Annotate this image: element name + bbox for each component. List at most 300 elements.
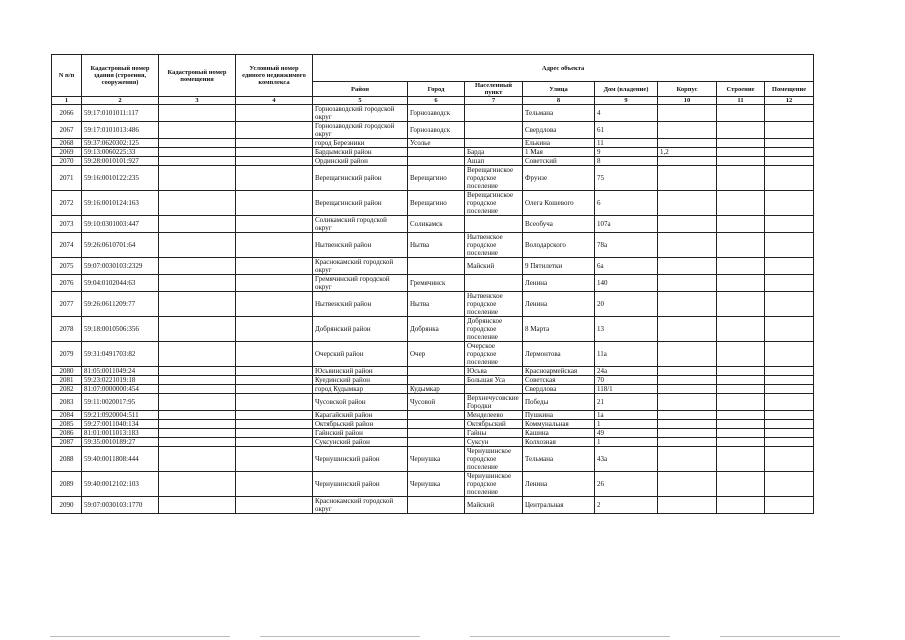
korpus-cell [658, 472, 717, 497]
locality-cell: Верхнечусовские Городки [465, 394, 523, 411]
stroenie-cell [717, 342, 765, 367]
district-cell: Карагайский район [313, 411, 408, 420]
room-cell [765, 292, 814, 317]
district-cell: Чусовской район [313, 394, 408, 411]
cad-room-cell [159, 139, 236, 148]
room-cell [765, 166, 814, 191]
street-cell: Центральная [523, 497, 595, 514]
cond-num-cell [236, 447, 313, 472]
room-cell [765, 394, 814, 411]
scan-edge-line [720, 636, 840, 637]
locality-cell [465, 139, 523, 148]
header-city: Город [408, 82, 465, 97]
city-cell: Гремячинск [408, 275, 465, 292]
cad-building-cell: 59:26:0610701:64 [82, 233, 159, 258]
street-cell: Олега Кошевого [523, 191, 595, 216]
cond-num-cell [236, 420, 313, 429]
house-cell: 2 [595, 497, 658, 514]
cad-room-cell [159, 367, 236, 376]
row-number: 2085 [52, 420, 82, 429]
district-cell: Ординский район [313, 157, 408, 166]
header-room: Помещение [765, 82, 814, 97]
stroenie-cell [717, 139, 765, 148]
row-number: 2084 [52, 411, 82, 420]
house-cell: 70 [595, 376, 658, 385]
cad-room-cell [159, 385, 236, 394]
house-cell: 78а [595, 233, 658, 258]
stroenie-cell [717, 497, 765, 514]
locality-cell [465, 122, 523, 139]
cad-room-cell [159, 105, 236, 122]
table-row [52, 139, 814, 148]
row-number: 2071 [52, 166, 82, 191]
cad-room-cell [159, 394, 236, 411]
cad-building-cell: 59:37:0620302:125 [82, 139, 159, 148]
row-number: 2069 [52, 148, 82, 157]
cad-building-cell: 59:28:0010101:927 [82, 157, 159, 166]
row-number: 2068 [52, 139, 82, 148]
cad-room-cell [159, 438, 236, 447]
cad-building-cell: 59:04:0102044:63 [82, 275, 159, 292]
room-cell [765, 122, 814, 139]
row-number: 2083 [52, 394, 82, 411]
district-cell: Краснокамский городской округ [313, 497, 408, 514]
row-number: 2086 [52, 429, 82, 438]
cad-building-cell: 81:05:0011049:24 [82, 367, 159, 376]
locality-cell: Майский [465, 497, 523, 514]
city-cell: Нытва [408, 292, 465, 317]
cond-num-cell [236, 105, 313, 122]
cond-num-cell [236, 258, 313, 275]
header-korpus: Корпус [658, 82, 717, 97]
locality-cell: Большая Уса [465, 376, 523, 385]
cad-room-cell [159, 233, 236, 258]
row-number: 2074 [52, 233, 82, 258]
cad-room-cell [159, 157, 236, 166]
locality-cell: Нытвенское городское поселение [465, 233, 523, 258]
korpus-cell [658, 216, 717, 233]
locality-cell: Очерское городское поселение [465, 342, 523, 367]
room-cell [765, 105, 814, 122]
house-cell: 11 [595, 139, 658, 148]
page-bottom-edge [0, 630, 905, 640]
house-cell: 1а [595, 411, 658, 420]
stroenie-cell [717, 376, 765, 385]
cad-building-cell: 59:16:0010122:235 [82, 166, 159, 191]
table-row [52, 105, 814, 122]
korpus-cell [658, 317, 717, 342]
table-row [52, 191, 814, 216]
street-cell: Свердлова [523, 122, 595, 139]
cad-room-cell [159, 342, 236, 367]
street-cell: Кашина [523, 429, 595, 438]
locality-cell: Верещагинское городское поселение [465, 166, 523, 191]
stroenie-cell [717, 385, 765, 394]
street-cell: Ленина [523, 275, 595, 292]
house-cell: 49 [595, 429, 658, 438]
house-cell: 1 [595, 420, 658, 429]
table-row [52, 447, 814, 472]
stroenie-cell [717, 258, 765, 275]
street-cell: Советский [523, 157, 595, 166]
district-cell: Нытвенский район [313, 292, 408, 317]
stroenie-cell [717, 317, 765, 342]
cond-num-cell [236, 317, 313, 342]
korpus-cell [658, 411, 717, 420]
korpus-cell: 1,2 [658, 148, 717, 157]
col-number: 3 [159, 97, 236, 105]
table-row [52, 497, 814, 514]
locality-cell: Менделеево [465, 411, 523, 420]
stroenie-cell [717, 420, 765, 429]
row-number: 2070 [52, 157, 82, 166]
korpus-cell [658, 438, 717, 447]
table-row [52, 411, 814, 420]
register-table [51, 54, 814, 514]
row-number: 2090 [52, 497, 82, 514]
cad-room-cell [159, 275, 236, 292]
col-number: 9 [595, 97, 658, 105]
street-cell: Всеобуча [523, 216, 595, 233]
cond-num-cell [236, 429, 313, 438]
city-cell: Верещагино [408, 191, 465, 216]
city-cell: Очер [408, 342, 465, 367]
col-number: 11 [717, 97, 765, 105]
locality-cell: Юсьва [465, 367, 523, 376]
city-cell: Соликамск [408, 216, 465, 233]
cad-room-cell [159, 497, 236, 514]
table-row [52, 342, 814, 367]
house-cell: 8 [595, 157, 658, 166]
cond-num-cell [236, 157, 313, 166]
house-cell: 13 [595, 317, 658, 342]
street-cell: Тельмана [523, 447, 595, 472]
street-cell: 1 Мая [523, 148, 595, 157]
korpus-cell [658, 122, 717, 139]
district-cell: Нытвенский район [313, 233, 408, 258]
city-cell [408, 258, 465, 275]
city-cell [408, 376, 465, 385]
city-cell [408, 497, 465, 514]
stroenie-cell [717, 394, 765, 411]
house-cell: 118/1 [595, 385, 658, 394]
locality-cell: Ашап [465, 157, 523, 166]
korpus-cell [658, 258, 717, 275]
cad-building-cell: 59:07:0030103:2329 [82, 258, 159, 275]
room-cell [765, 367, 814, 376]
korpus-cell [658, 429, 717, 438]
korpus-cell [658, 376, 717, 385]
row-number: 2073 [52, 216, 82, 233]
korpus-cell [658, 139, 717, 148]
table-row [52, 258, 814, 275]
row-number: 2087 [52, 438, 82, 447]
header-cad-room: Кадастровый номер помещения [159, 55, 236, 97]
row-number: 2088 [52, 447, 82, 472]
cad-building-cell: 59:40:0012102:103 [82, 472, 159, 497]
district-cell: Горнозаводский городской округ [313, 105, 408, 122]
header-address: Адрес объекта [313, 55, 814, 82]
city-cell: Нытва [408, 233, 465, 258]
house-cell: 6 [595, 191, 658, 216]
stroenie-cell [717, 429, 765, 438]
room-cell [765, 385, 814, 394]
street-cell: Победы [523, 394, 595, 411]
house-cell: 140 [595, 275, 658, 292]
locality-cell: Гайны [465, 429, 523, 438]
city-cell: Горнозаводск [408, 122, 465, 139]
table-row [52, 233, 814, 258]
room-cell [765, 342, 814, 367]
house-cell: 11а [595, 342, 658, 367]
district-cell: Гайнский район [313, 429, 408, 438]
street-cell: Ленина [523, 292, 595, 317]
row-number: 2066 [52, 105, 82, 122]
row-number: 2072 [52, 191, 82, 216]
stroenie-cell [717, 216, 765, 233]
district-cell: город Кудымкар [313, 385, 408, 394]
stroenie-cell [717, 275, 765, 292]
cad-room-cell [159, 292, 236, 317]
stroenie-cell [717, 166, 765, 191]
street-cell: Коммунальная [523, 420, 595, 429]
room-cell [765, 411, 814, 420]
cad-building-cell: 59:35:0010189:27 [82, 438, 159, 447]
korpus-cell [658, 191, 717, 216]
stroenie-cell [717, 447, 765, 472]
scan-edge-line [260, 636, 420, 637]
house-cell: 24а [595, 367, 658, 376]
locality-cell [465, 216, 523, 233]
district-cell: Суксунский район [313, 438, 408, 447]
header-house: Дом (владение) [595, 82, 658, 97]
cad-room-cell [159, 411, 236, 420]
city-cell: Добрянка [408, 317, 465, 342]
table-row [52, 420, 814, 429]
cond-num-cell [236, 342, 313, 367]
korpus-cell [658, 292, 717, 317]
korpus-cell [658, 166, 717, 191]
room-cell [765, 148, 814, 157]
table-row [52, 292, 814, 317]
cad-building-cell: 59:17:0101011:117 [82, 105, 159, 122]
header-district: Район [313, 82, 408, 97]
cond-num-cell [236, 122, 313, 139]
house-cell: 9 [595, 148, 658, 157]
header-cond-num: Условный номер единого недвижимого комплекса [236, 55, 313, 97]
cad-building-cell: 59:18:0010506:356 [82, 317, 159, 342]
table-row [52, 394, 814, 411]
cond-num-cell [236, 472, 313, 497]
cond-num-cell [236, 497, 313, 514]
cond-num-cell [236, 438, 313, 447]
header-locality: Населенный пункт [465, 82, 523, 97]
table-row [52, 216, 814, 233]
city-cell [408, 420, 465, 429]
header-stroenie: Строение [717, 82, 765, 97]
header-cad-building: Кадастровый номер здания (строения, сооружения) [82, 55, 159, 97]
house-cell: 43а [595, 447, 658, 472]
street-cell: 9 Пятилетки [523, 258, 595, 275]
column-number-row [52, 97, 814, 105]
col-number: 6 [408, 97, 465, 105]
row-number: 2067 [52, 122, 82, 139]
cad-building-cell: 59:16:0010124:163 [82, 191, 159, 216]
room-cell [765, 376, 814, 385]
room-cell [765, 216, 814, 233]
cad-building-cell: 81:07:0000000:454 [82, 385, 159, 394]
stroenie-cell [717, 157, 765, 166]
city-cell: Усолье [408, 139, 465, 148]
cad-building-cell: 59:31:0491703:82 [82, 342, 159, 367]
district-cell: Гремячинский городской округ [313, 275, 408, 292]
room-cell [765, 275, 814, 292]
col-number: 2 [82, 97, 159, 105]
room-cell [765, 472, 814, 497]
city-cell: Чусовой [408, 394, 465, 411]
locality-cell: Добрянское городское поселение [465, 317, 523, 342]
scan-edge-line [470, 636, 670, 637]
street-cell: Тельмана [523, 105, 595, 122]
cad-building-cell: 59:10:0301003:447 [82, 216, 159, 233]
street-cell: Красноармейская [523, 367, 595, 376]
street-cell: Свердлова [523, 385, 595, 394]
table-row [52, 376, 814, 385]
cad-building-cell: 59:21:0920004:511 [82, 411, 159, 420]
street-cell: 8 Марта [523, 317, 595, 342]
locality-cell: Майский [465, 258, 523, 275]
cad-room-cell [159, 472, 236, 497]
header-street: Улица [523, 82, 595, 97]
locality-cell [465, 385, 523, 394]
district-cell: Чернушинский район [313, 472, 408, 497]
cond-num-cell [236, 367, 313, 376]
cond-num-cell [236, 411, 313, 420]
city-cell [408, 148, 465, 157]
room-cell [765, 139, 814, 148]
col-number: 12 [765, 97, 814, 105]
room-cell [765, 157, 814, 166]
district-cell: город Березники [313, 139, 408, 148]
cad-building-cell: 59:07:0030103:1770 [82, 497, 159, 514]
stroenie-cell [717, 367, 765, 376]
cad-building-cell: 59:40:0011808:444 [82, 447, 159, 472]
korpus-cell [658, 157, 717, 166]
district-cell: Очерский район [313, 342, 408, 367]
korpus-cell [658, 394, 717, 411]
header-num: N п/п [52, 55, 82, 97]
cad-room-cell [159, 429, 236, 438]
house-cell: 4 [595, 105, 658, 122]
cond-num-cell [236, 376, 313, 385]
cad-room-cell [159, 216, 236, 233]
room-cell [765, 191, 814, 216]
street-cell: Фрунзе [523, 166, 595, 191]
korpus-cell [658, 447, 717, 472]
stroenie-cell [717, 411, 765, 420]
stroenie-cell [717, 292, 765, 317]
table-row [52, 317, 814, 342]
house-cell: 61 [595, 122, 658, 139]
cond-num-cell [236, 166, 313, 191]
city-cell: Верещагино [408, 166, 465, 191]
table-row [52, 472, 814, 497]
cond-num-cell [236, 394, 313, 411]
cad-room-cell [159, 447, 236, 472]
street-cell: Володарского [523, 233, 595, 258]
district-cell: Верещагинский район [313, 166, 408, 191]
cond-num-cell [236, 385, 313, 394]
stroenie-cell [717, 105, 765, 122]
col-number: 10 [658, 97, 717, 105]
korpus-cell [658, 367, 717, 376]
row-number: 2078 [52, 317, 82, 342]
street-cell: Елькина [523, 139, 595, 148]
cad-building-cell: 59:11:0020017:95 [82, 394, 159, 411]
house-cell: 26 [595, 472, 658, 497]
room-cell [765, 317, 814, 342]
cad-room-cell [159, 166, 236, 191]
korpus-cell [658, 233, 717, 258]
cad-building-cell: 59:13:0060225:33 [82, 148, 159, 157]
locality-cell: Суксун [465, 438, 523, 447]
city-cell: Чернушка [408, 447, 465, 472]
district-cell: Верещагинский район [313, 191, 408, 216]
col-number: 8 [523, 97, 595, 105]
cad-building-cell: 59:17:0101013:486 [82, 122, 159, 139]
city-cell: Кудымкар [408, 385, 465, 394]
table-row [52, 148, 814, 157]
district-cell: Краснокамский городской округ [313, 258, 408, 275]
house-cell: 107а [595, 216, 658, 233]
city-cell: Горнозаводск [408, 105, 465, 122]
row-number: 2082 [52, 385, 82, 394]
room-cell [765, 429, 814, 438]
district-cell: Куединский район [313, 376, 408, 385]
cad-building-cell: 59:27:0011040:134 [82, 420, 159, 429]
col-number: 7 [465, 97, 523, 105]
stroenie-cell [717, 438, 765, 447]
row-number: 2080 [52, 367, 82, 376]
row-number: 2079 [52, 342, 82, 367]
cond-num-cell [236, 292, 313, 317]
korpus-cell [658, 420, 717, 429]
cad-room-cell [159, 122, 236, 139]
table-row [52, 367, 814, 376]
cad-room-cell [159, 317, 236, 342]
locality-cell [465, 105, 523, 122]
house-cell: 1 [595, 438, 658, 447]
col-number: 5 [313, 97, 408, 105]
city-cell [408, 411, 465, 420]
street-cell: Советская [523, 376, 595, 385]
stroenie-cell [717, 191, 765, 216]
city-cell [408, 367, 465, 376]
cad-room-cell [159, 420, 236, 429]
stroenie-cell [717, 472, 765, 497]
cond-num-cell [236, 191, 313, 216]
street-cell: Лермонтова [523, 342, 595, 367]
cond-num-cell [236, 216, 313, 233]
city-cell [408, 429, 465, 438]
stroenie-cell [717, 122, 765, 139]
room-cell [765, 420, 814, 429]
district-cell: Добрянский район [313, 317, 408, 342]
table-row [52, 166, 814, 191]
stroenie-cell [717, 148, 765, 157]
house-cell: 21 [595, 394, 658, 411]
street-cell: Ленина [523, 472, 595, 497]
